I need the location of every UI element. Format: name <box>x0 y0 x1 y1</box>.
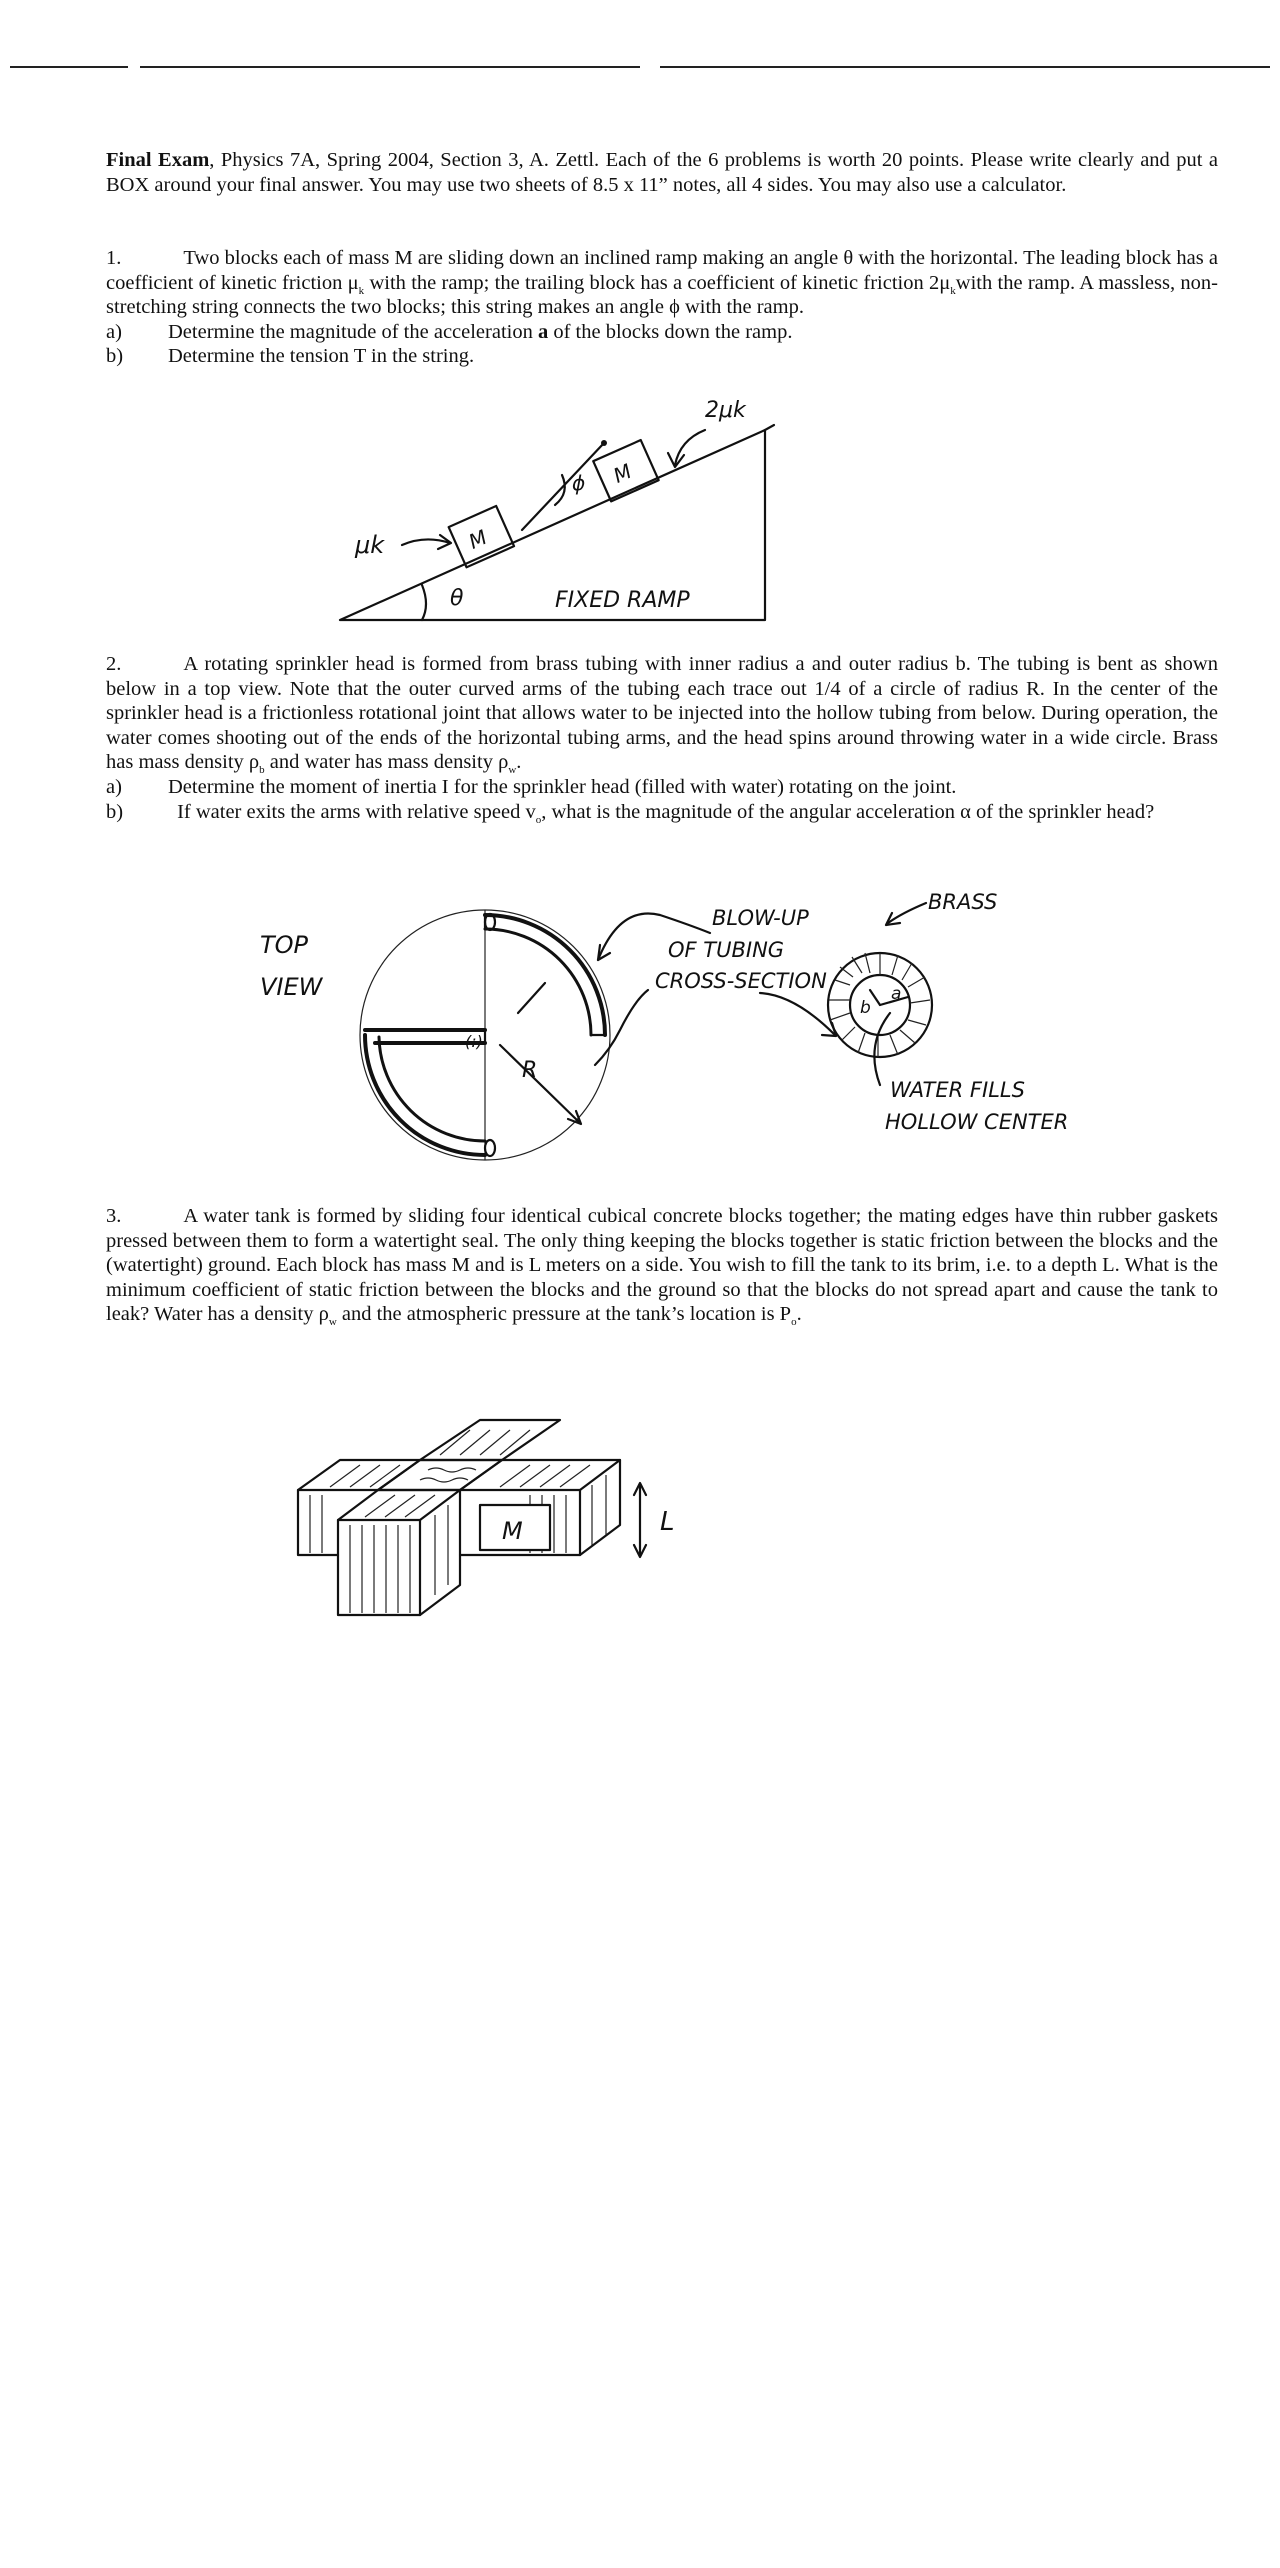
blowup-label: BLOW-UP <box>712 906 809 930</box>
svg-text:(:): (:) <box>465 1032 483 1051</box>
problem-2-number: 2. <box>106 653 122 675</box>
problem-1: 1. Two blocks each of mass M are sliding down an inclined ramp making an angle θ with the horizontal. The leading block has a coefficient of kinetic friction $\mu_k$ with the ramp; the trailing block has a coefficient of kinetic friction $2\mu_kwith$ the ramp. A massless, non-stretching string connects the two blocks; this string makes an angle ϕ with the ramp. a) Determine the magnitude of the acceleration a of the blocks down the ramp. b) Determine the tension T in the string. <box>106 247 1218 368</box>
svg-text:M: M <box>609 458 636 488</box>
mu-k-label: μk <box>355 531 385 559</box>
inner-radius-label: a <box>891 984 902 1004</box>
tank-block-right-top <box>460 1460 620 1490</box>
tank-block-left-top <box>298 1460 420 1490</box>
exam-header <box>106 148 1218 197</box>
water-fills-label: WATER FILLS <box>890 1078 1025 1102</box>
header-rule-3 <box>660 66 1270 68</box>
radius-arrow <box>500 1045 580 1123</box>
theta-arc <box>422 585 426 620</box>
two-mu-k-label: 2μk <box>705 398 746 423</box>
problem-3-number: 3. <box>106 1205 122 1227</box>
tank-block-front-top <box>338 1490 460 1520</box>
water-tank-figure <box>270 1415 730 1655</box>
problem-2-part-b: b) If water exits the arms with relative speed $v_o$, what is the magnitude of the angular acceleration α of the sprinkler head? <box>106 800 1155 826</box>
radius-label: R <box>522 1058 538 1083</box>
svg-text:M: M <box>464 524 491 554</box>
outer-radius-label: b <box>860 998 871 1018</box>
ramp-figure <box>330 395 780 635</box>
brass-label: BRASS <box>928 890 998 914</box>
header-rule-1 <box>10 66 128 68</box>
mass-label: M <box>502 1517 523 1545</box>
svg-text:VIEW: VIEW <box>260 973 323 1001</box>
problem-3: 3. A water tank is formed by sliding four identical cubical concrete blocks together; the mating edges have thin rubber gaskets pressed between them to form a watertight seal. The only thing keeping the blocks together is static friction between the blocks and the (watertight) ground. Each block has mass M and is L meters on a side. You wish to fill the tank to its brim, i.e. to a depth L. What is the minimum coefficient of static friction between the blocks and the ground so that the blocks do not spread apart and cause the tank to leak? Water has a density $\rho_w$ and the atmospheric pressure at the tank’s location is $P_o$. <box>106 1205 1218 1329</box>
svg-text:CROSS-SECTION: CROSS-SECTION <box>655 969 827 993</box>
side-length-label: L <box>660 1507 675 1537</box>
connecting-string <box>522 443 604 530</box>
tank-water-surface <box>378 1460 502 1490</box>
exam-instructions: , Physics 7A, Spring 2004, Section 3, A. Zettl. Each of the 6 problems is worth 20 points. Please write clearly and put a BOX around your final answer. You may use two sheets of 8.5 x 11” notes, all 4 sides. You may also use a calculator. <box>106 149 1218 196</box>
phi-label: ϕ <box>572 471 586 495</box>
top-view-label: TOP <box>260 931 309 959</box>
problem-2: 2. A rotating sprinkler head is formed from brass tubing with inner radius a and outer radius b. The tubing is bent as shown below in a top view. Note that the outer curved arms of the tubing each trace out 1/4 of a circle of radius R. In the center of the sprinkler head is a frictionless rotational joint that allows water to be injected into the hollow tubing from below. During operation, the water comes shooting out of the ends of the horizontal tubing arms, and the head spins around throwing water in a wide circle. Brass has mass density $\rho_b$ and water has mass density $\rho_w$. a) Determine the moment of inertia I for the sprinkler head (filled with water) rotating on the joint. b) If water exits the arms with relative speed $v_o$, what is the magnitude of the angular acceleration α of the sprinkler head? <box>106 653 1218 826</box>
sprinkler-figure <box>250 885 1130 1155</box>
exam-title: Final Exam <box>106 149 210 171</box>
theta-label: θ <box>450 586 464 611</box>
svg-text:OF TUBING: OF TUBING <box>668 938 785 962</box>
problem-2-part-a: a) Determine the moment of inertia I for the sprinkler head (filled with water) rotating on the joint. <box>106 775 957 798</box>
header-rule-2 <box>140 66 640 68</box>
problem-1-number: 1. <box>106 247 122 269</box>
fixed-ramp-label: FIXED RAMP <box>555 588 690 613</box>
problem-1-part-b: b) Determine the tension T in the string. <box>106 345 475 368</box>
problem-1-part-a: a) Determine the magnitude of the acceleration a of the blocks down the ramp. <box>106 320 793 343</box>
svg-text:HOLLOW CENTER: HOLLOW CENTER <box>885 1110 1069 1134</box>
